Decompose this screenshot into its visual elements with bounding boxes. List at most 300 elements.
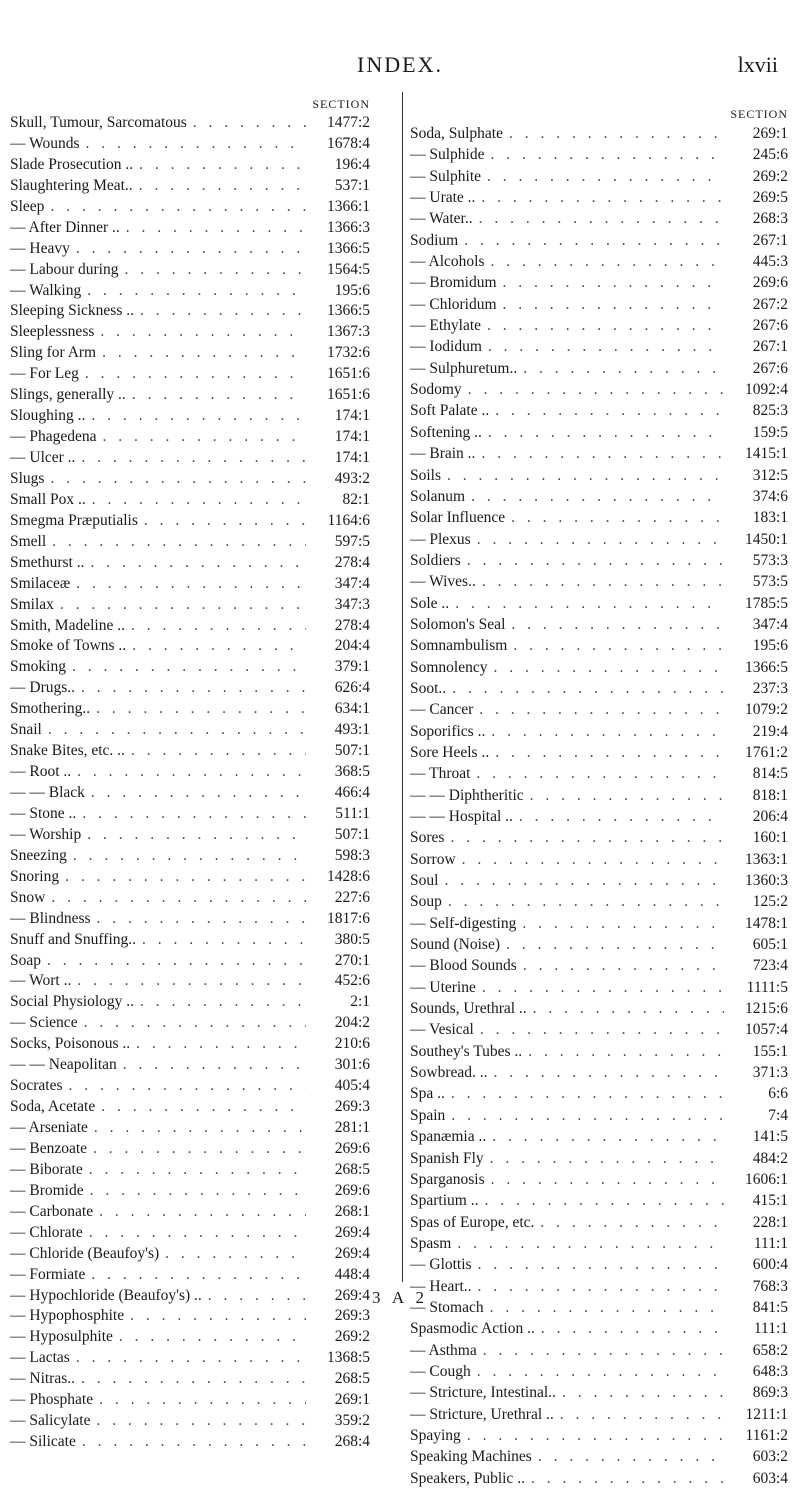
index-entry (410, 614, 792, 635)
section-reference: 1366:5 (326, 302, 370, 320)
leader-dots (489, 742, 724, 763)
section-reference: 648:3 (752, 1362, 788, 1380)
index-entry (10, 1160, 396, 1181)
section-reference: 1360:3 (744, 872, 788, 890)
section-reference: 605:1 (752, 936, 788, 954)
leader-dots (130, 1034, 306, 1055)
index-term: Socrates (10, 1077, 63, 1095)
index-term: Sneezing (10, 846, 67, 864)
index-entry (10, 1013, 396, 1034)
section-reference: 405:4 (334, 1077, 370, 1095)
index-term: Solar Influence (410, 509, 506, 527)
section-reference: 174:1 (334, 407, 370, 425)
column-divider (402, 92, 403, 1282)
section-reference: 1057:4 (744, 1021, 788, 1039)
index-entry (410, 1148, 792, 1169)
section-reference: 267:1 (752, 231, 788, 249)
section-reference: 1415:1 (744, 445, 788, 463)
leader-dots (134, 992, 306, 1013)
section-reference: 371:3 (752, 1064, 788, 1082)
index-entry (10, 804, 396, 825)
index-term: — Stricture, Urethral .. (410, 1405, 554, 1423)
index-entry (10, 909, 396, 930)
leader-dots (535, 1318, 724, 1339)
index-term: — Heavy (10, 239, 70, 257)
index-term: — Stricture, Intestinal.. (410, 1384, 556, 1402)
index-entry (410, 891, 792, 912)
index-term: Smothering.. (10, 700, 91, 718)
index-entry (410, 699, 792, 720)
index-entry (10, 720, 396, 741)
leader-dots (81, 825, 306, 846)
leader-dots (516, 913, 724, 934)
index-term: Sodomy (410, 381, 462, 399)
leader-dots (85, 783, 306, 804)
leader-dots (486, 1126, 724, 1147)
index-term: — Lactas (10, 1349, 70, 1367)
index-entry (410, 1404, 792, 1425)
index-term: Soda, Sulphate (410, 125, 503, 142)
section-reference: 452:6 (334, 972, 370, 990)
leader-dots (522, 1041, 724, 1062)
section-reference: 141:5 (752, 1128, 788, 1146)
leader-dots (458, 230, 724, 251)
leader-dots (476, 977, 724, 998)
leader-dots (451, 1233, 724, 1254)
section-reference: 869:3 (752, 1384, 788, 1402)
section-reference: 1606:1 (744, 1170, 788, 1188)
leader-dots (476, 571, 724, 592)
leader-dots (465, 486, 724, 507)
section-reference: 507:1 (334, 825, 370, 843)
index-entry (10, 469, 396, 490)
leader-dots (442, 891, 724, 912)
section-reference: 195:6 (752, 637, 788, 655)
section-reference: 312:5 (752, 466, 788, 484)
index-entry (410, 166, 792, 187)
section-reference: 269:4 (334, 1223, 370, 1241)
leader-dots (471, 1361, 724, 1382)
index-term: — Sulphuretum.. (410, 359, 518, 377)
leader-dots (84, 1181, 306, 1202)
section-reference: 210:6 (334, 1035, 370, 1053)
section-reference: 1161:2 (745, 1426, 788, 1444)
index-entry (410, 400, 792, 421)
index-entry (410, 955, 792, 976)
section-reference: 267:6 (752, 317, 788, 335)
index-term: — Walking (10, 281, 82, 299)
index-term: Sleeplessness (10, 323, 95, 341)
index-entry (410, 763, 792, 784)
section-reference: 267:6 (752, 359, 788, 377)
index-term: Slugs (10, 469, 45, 487)
index-term: — Glottis (410, 1256, 472, 1274)
leader-dots (117, 1055, 306, 1076)
index-entry (10, 1306, 396, 1327)
index-entry (410, 465, 792, 486)
section-reference: 125:2 (752, 893, 788, 911)
index-term: Sodium (410, 231, 459, 249)
leader-dots (63, 1076, 306, 1097)
leader-dots (85, 406, 306, 427)
section-reference: 269:6 (334, 1181, 370, 1199)
index-entry (10, 1369, 396, 1390)
section-reference: 493:2 (334, 469, 370, 487)
leader-dots (86, 490, 306, 511)
index-entry (10, 762, 396, 783)
index-term: Sleeping Sickness .. (10, 302, 134, 320)
section-reference: 603:4 (752, 1469, 788, 1487)
index-term: Sorrow (410, 850, 456, 868)
section-reference: 1111:5 (746, 978, 788, 996)
leader-dots (505, 507, 724, 528)
section-reference: 347:4 (334, 574, 370, 592)
index-term: Soot.. (410, 679, 447, 697)
section-reference: 267:1 (752, 338, 788, 356)
section-reference: 269:2 (334, 1328, 370, 1346)
leader-dots (474, 1019, 724, 1040)
index-entry (410, 358, 792, 379)
index-entry (10, 1139, 396, 1160)
index-term: Soul (410, 872, 439, 890)
index-term: Soldiers (410, 551, 461, 569)
index-term: — Urate .. (410, 189, 476, 207)
index-entries-right (410, 123, 792, 1489)
index-term: — Chloridum (410, 295, 497, 313)
index-entry (10, 574, 396, 595)
index-term: — Nitras.. (10, 1370, 76, 1388)
index-entry (10, 532, 396, 553)
leader-dots (554, 1404, 724, 1425)
index-term: Snoring (10, 867, 60, 885)
index-entry (410, 336, 792, 357)
index-entry (10, 1432, 396, 1453)
section-reference: 7:4 (768, 1106, 788, 1124)
index-term: — Chlorate (10, 1223, 83, 1241)
section-reference: 269:1 (752, 125, 788, 142)
index-entry (410, 998, 792, 1019)
index-term: — — Hospital .. (410, 808, 513, 825)
index-term: — Formiate (10, 1265, 86, 1283)
index-entry (410, 806, 792, 827)
index-term: — Hypophosphite (10, 1307, 125, 1325)
leader-dots (78, 1013, 306, 1034)
leader-dots (76, 1432, 306, 1453)
index-entry (10, 1181, 396, 1202)
index-term: Sores (410, 829, 445, 847)
index-term: Spaying (410, 1426, 461, 1444)
section-reference: 227:6 (334, 888, 370, 906)
section-column-heading: SECTION (730, 107, 788, 121)
index-term: — Hyposulphite (10, 1328, 113, 1346)
index-entry (10, 930, 396, 951)
leader-dots (470, 763, 724, 784)
section-reference: 1651:6 (326, 386, 370, 404)
index-term: — Salicylate (10, 1412, 91, 1430)
index-column-right (410, 95, 792, 1489)
index-entry (410, 230, 792, 251)
leader-dots (556, 1382, 724, 1403)
leader-dots (517, 955, 724, 976)
leader-dots (507, 635, 724, 656)
section-reference: 1367:3 (326, 323, 370, 341)
index-term: — Bromidum (410, 274, 497, 292)
index-term: Sleep (10, 197, 45, 215)
index-term: Soft Palate .. (410, 402, 490, 420)
leader-dots (71, 971, 306, 992)
index-entry (10, 992, 396, 1013)
index-entry (10, 197, 396, 218)
section-reference: 111:1 (753, 1320, 788, 1338)
index-entry (410, 678, 792, 699)
leader-dots (76, 804, 306, 825)
section-reference: 1215:6 (744, 1000, 788, 1018)
leader-dots (503, 123, 724, 144)
index-entry (10, 218, 396, 239)
section-reference: 1678:4 (326, 134, 370, 152)
index-term: — Stomach (410, 1298, 484, 1316)
index-term: Snail (10, 721, 42, 739)
leader-dots (67, 846, 306, 867)
leader-dots (79, 364, 306, 385)
index-entry (10, 951, 396, 972)
leader-dots (95, 1097, 306, 1118)
leader-dots (46, 532, 306, 553)
section-reference: 183:1 (752, 509, 788, 527)
section-reference: 270:1 (334, 951, 370, 969)
index-term: Slings, generally .. (10, 386, 126, 404)
leader-dots (484, 1148, 724, 1169)
index-entry (410, 1019, 792, 1040)
section-reference: 269:2 (752, 167, 788, 185)
leader-dots (81, 281, 306, 302)
section-reference: 1651:6 (326, 365, 370, 383)
leader-dots (500, 934, 724, 955)
leader-dots (444, 827, 724, 848)
index-entry (10, 636, 396, 657)
section-reference: 573:5 (752, 573, 788, 591)
section-reference: 1366:5 (744, 658, 788, 676)
leader-dots (91, 909, 306, 930)
section-reference: 1079:2 (744, 701, 788, 719)
index-entry (410, 721, 792, 742)
section-reference: 268:5 (334, 1370, 370, 1388)
leader-dots (485, 251, 725, 272)
index-term: — Worship (10, 825, 82, 843)
section-reference: 493:1 (334, 721, 370, 739)
leader-dots (97, 427, 306, 448)
index-term: Spain (410, 1106, 446, 1124)
section-reference: 1164:6 (327, 511, 370, 529)
section-reference: 245:6 (752, 146, 788, 164)
index-term: Sling for Arm (10, 344, 97, 362)
section-reference: 111:1 (753, 1234, 788, 1252)
index-entry (10, 406, 396, 427)
index-term: — — Diphtheritic (410, 786, 524, 804)
index-term: — Sulphide (410, 146, 485, 164)
index-entry (410, 1083, 792, 1104)
index-term: Speaking Machines (410, 1448, 532, 1466)
index-term: — Wounds (10, 134, 80, 152)
index-entry (410, 123, 792, 144)
section-reference: 379:1 (334, 658, 370, 676)
index-entry (10, 301, 396, 322)
index-term: — After Dinner .. (10, 218, 120, 236)
leader-dots (113, 1327, 306, 1348)
index-term: — Root .. (10, 763, 72, 781)
index-entry (10, 1097, 396, 1118)
leader-dots (485, 721, 724, 742)
index-term: Skull, Tumour, Sarcomatous (10, 114, 187, 131)
section-reference: 818:1 (752, 786, 788, 804)
index-entry (410, 1041, 792, 1062)
index-entry (410, 272, 792, 293)
index-term: Soporifics .. (410, 722, 486, 740)
leader-dots (93, 1390, 306, 1411)
index-term: Smethurst .. (10, 553, 85, 571)
leader-dots (136, 930, 306, 951)
leader-dots (96, 343, 306, 364)
section-reference: 160:1 (752, 829, 788, 847)
section-reference: 1368:5 (326, 1349, 370, 1367)
section-reference: 1450:1 (744, 530, 788, 548)
leader-dots (133, 176, 306, 197)
index-term: — Phosphate (10, 1391, 94, 1409)
leader-dots (477, 1340, 724, 1361)
leader-dots (505, 614, 724, 635)
index-entry (10, 260, 396, 281)
leader-dots (94, 322, 306, 343)
leader-dots (80, 134, 306, 155)
index-term: — Wives.. (410, 573, 476, 591)
section-reference: 281:1 (334, 1119, 370, 1136)
section-reference: 1478:1 (744, 914, 788, 932)
index-entry (410, 443, 792, 464)
leader-dots (488, 657, 725, 678)
index-entry (410, 1190, 792, 1211)
index-term: — Stone .. (10, 804, 77, 822)
section-reference: 598:3 (334, 846, 370, 864)
index-entry (10, 176, 396, 197)
section-reference: 278:4 (334, 616, 370, 634)
section-reference: 573:3 (752, 551, 788, 569)
leader-dots (118, 260, 306, 281)
index-entry (10, 657, 396, 678)
leader-dots (159, 1244, 306, 1265)
index-term: — Blindness (10, 909, 91, 927)
index-term: Soils (410, 466, 442, 484)
index-term: — Chloride (Beaufoy's) (10, 1244, 160, 1262)
section-reference: 1428:6 (326, 867, 370, 885)
section-reference: 278:4 (334, 553, 370, 571)
index-entry (10, 1348, 396, 1369)
index-entry (10, 1076, 396, 1097)
leader-dots (461, 550, 724, 571)
index-entry (410, 1233, 792, 1254)
index-term: — Ulcer .. (10, 449, 76, 466)
section-reference: 1564:5 (326, 260, 370, 278)
index-term: Somnolency (410, 658, 488, 676)
index-term: — Wort .. (10, 972, 72, 990)
index-entry (10, 783, 396, 804)
index-term: Smilax (10, 595, 54, 613)
section-reference: 159:5 (752, 423, 788, 441)
index-entries-left (10, 113, 396, 1453)
section-reference: 206:4 (752, 808, 788, 825)
index-entry (10, 343, 396, 364)
section-reference: 380:5 (334, 930, 370, 948)
index-entry (410, 742, 792, 763)
page-number: lxvii (737, 52, 778, 77)
section-reference: 347:3 (334, 595, 370, 613)
leader-dots (44, 197, 306, 218)
leader-dots (88, 1118, 306, 1139)
leader-dots (497, 294, 724, 315)
index-term: — Hypochloride (Beaufoy's) .. (10, 1286, 202, 1304)
section-reference: 219:4 (752, 722, 788, 740)
index-term: Somnambulism (410, 637, 508, 655)
section-reference: 511:1 (335, 804, 370, 822)
index-entry (10, 239, 396, 260)
leader-dots (42, 720, 306, 741)
index-entry (10, 511, 396, 532)
leader-dots (120, 218, 306, 239)
index-term: Smoke of Towns .. (10, 637, 127, 655)
leader-dots (473, 699, 724, 720)
section-reference: 155:1 (752, 1042, 788, 1060)
leader-dots (44, 469, 306, 490)
leader-dots (524, 785, 724, 806)
section-reference: 301:6 (334, 1056, 370, 1074)
index-entry (410, 1318, 792, 1339)
section-reference: 415:1 (752, 1192, 788, 1210)
index-term: — Cancer (410, 701, 474, 719)
index-term: Smegma Præputialis (10, 511, 138, 529)
section-reference: 269:3 (334, 1098, 370, 1116)
index-entry (410, 1361, 792, 1382)
index-term: Soup (410, 893, 442, 911)
section-reference: 1366:1 (326, 197, 370, 215)
index-term: Sloughing .. (10, 407, 86, 425)
index-term: — Heart.. (410, 1277, 472, 1295)
leader-dots (70, 1348, 306, 1369)
index-entry (10, 699, 396, 720)
index-entry (10, 1411, 396, 1432)
leader-dots (93, 1202, 306, 1223)
index-entry (410, 593, 792, 614)
index-entry (10, 364, 396, 385)
section-reference: 1761:2 (744, 743, 788, 761)
index-entry (410, 934, 792, 955)
leader-dots (475, 443, 724, 464)
index-entry (10, 385, 396, 406)
section-reference: 268:1 (334, 1202, 370, 1220)
section-reference: 825:3 (752, 402, 788, 420)
index-term: — Brain .. (410, 445, 476, 463)
index-entry (410, 1425, 792, 1446)
section-reference: 359:2 (334, 1412, 370, 1430)
index-entry (10, 1327, 396, 1348)
index-term: — Water.. (410, 210, 473, 228)
index-entry (10, 1034, 396, 1055)
index-term: Spasmodic Action .. (410, 1320, 535, 1338)
section-reference: 603:2 (752, 1448, 788, 1466)
index-entry (410, 1105, 792, 1126)
section-reference: 82:1 (342, 490, 370, 508)
leader-dots (83, 1223, 306, 1244)
section-reference: 269:6 (752, 274, 788, 292)
leader-dots (462, 379, 724, 400)
